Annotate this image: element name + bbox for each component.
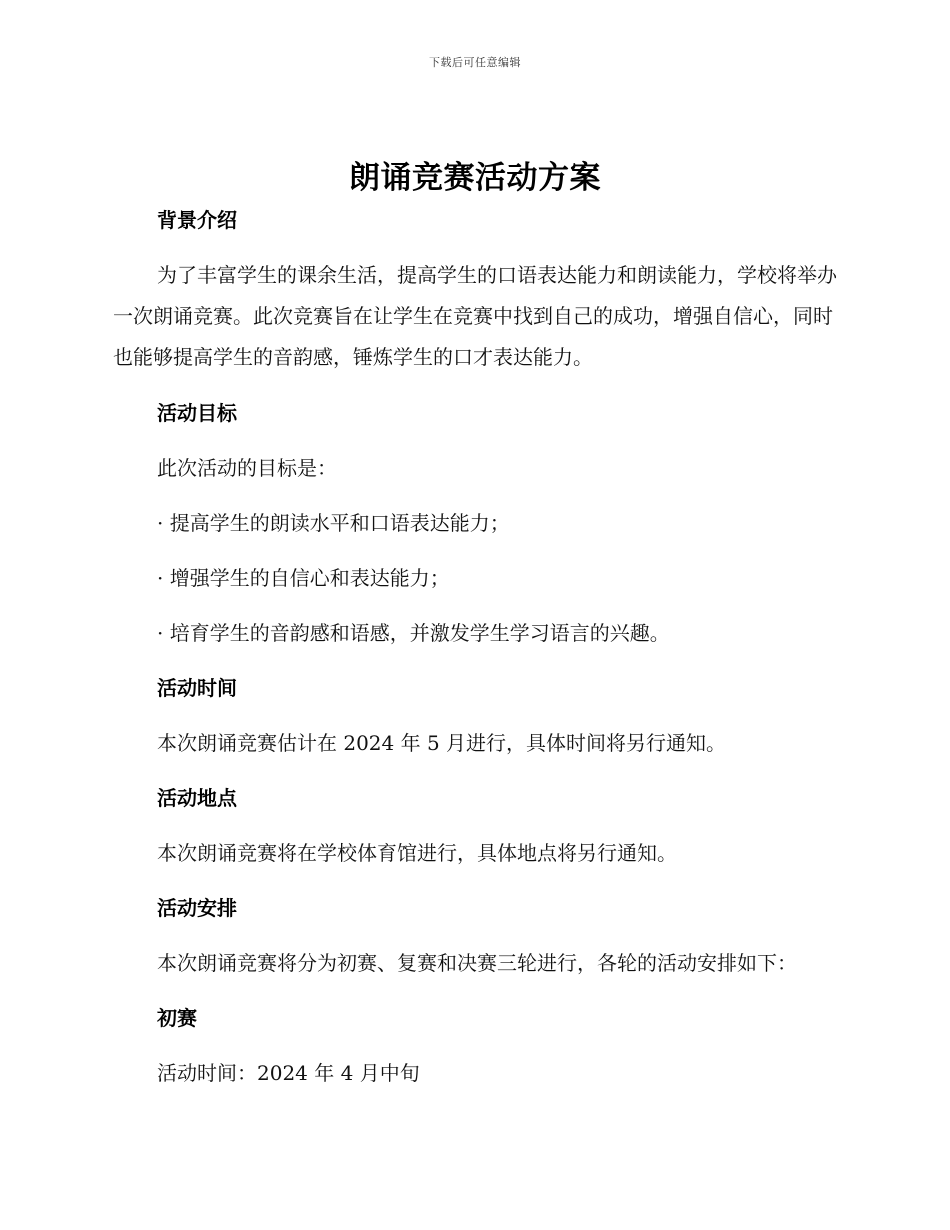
preliminary-text: 活动时间：2024 年 4 月中旬 bbox=[157, 1061, 420, 1085]
goals-intro: 此次活动的目标是： bbox=[157, 456, 337, 480]
goal-item: · 培育学生的音韵感和语感，并激发学生学习语言的兴趣。 bbox=[157, 621, 670, 645]
section-heading-time: 活动时间 bbox=[157, 676, 237, 700]
section-heading-background: 背景介绍 bbox=[157, 208, 237, 232]
document-title: 朗诵竞赛活动方案 bbox=[349, 160, 601, 196]
background-paragraph: 为了丰富学生的课余生活，提高学生的口语表达能力和朗读能力，学校将举办一次朗诵竞赛。此次竞赛旨在让学生在竞赛中找到自己的成功，增强自信心，同时也能够提高学生的音韵感，锤炼学生的口才表达能力。 bbox=[113, 263, 837, 369]
section-heading-location: 活动地点 bbox=[157, 786, 237, 810]
section-heading-preliminary: 初赛 bbox=[157, 1006, 197, 1030]
header-note: 下载后可任意编辑 bbox=[429, 56, 521, 69]
time-text: 本次朗诵竞赛估计在 2024 年 5 月进行，具体时间将另行通知。 bbox=[157, 731, 727, 755]
section-heading-goals: 活动目标 bbox=[157, 401, 237, 425]
location-text: 本次朗诵竞赛将在学校体育馆进行，具体地点将另行通知。 bbox=[157, 841, 677, 865]
goal-item: · 提高学生的朗读水平和口语表达能力； bbox=[157, 511, 510, 535]
document-body bbox=[113, 200, 837, 1093]
section-heading-arrangement: 活动安排 bbox=[157, 896, 237, 920]
arrangement-text: 本次朗诵竞赛将分为初赛、复赛和决赛三轮进行，各轮的活动安排如下： bbox=[157, 951, 797, 975]
goal-item: · 增强学生的自信心和表达能力； bbox=[157, 566, 450, 590]
